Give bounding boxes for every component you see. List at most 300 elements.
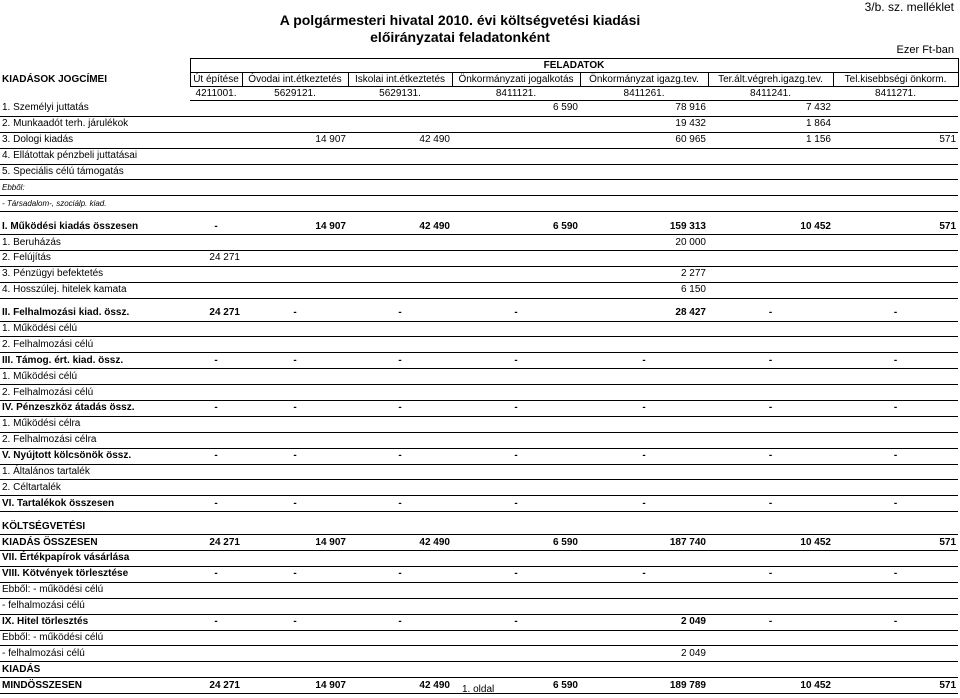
row-value	[452, 282, 580, 298]
row-value	[348, 512, 452, 520]
row-value	[708, 321, 833, 337]
row-value	[348, 180, 452, 196]
row-value	[452, 337, 580, 353]
row-value	[452, 212, 580, 220]
row-label: Ebből: - működési célú	[0, 630, 190, 646]
row-value: -	[190, 614, 242, 630]
row-value	[190, 337, 242, 353]
row-value: 1 864	[708, 116, 833, 132]
row-value: -	[580, 448, 708, 464]
column-name: Önkormányzati jogalkotás	[452, 73, 580, 87]
column-name: Tel.kisebbségi önkorm.	[833, 73, 958, 87]
row-value	[190, 630, 242, 646]
row-value	[348, 630, 452, 646]
row-value: 187 740	[580, 535, 708, 551]
row-value	[708, 432, 833, 448]
row-value: -	[348, 306, 452, 321]
row-value	[580, 148, 708, 164]
row-value	[833, 512, 958, 520]
row-value: 6 150	[580, 282, 708, 298]
row-value	[348, 582, 452, 598]
column-code: 5629121.	[242, 87, 348, 101]
row-value	[190, 432, 242, 448]
table-row	[0, 282, 958, 298]
row-label: 1. Beruházás	[0, 235, 190, 251]
row-value	[833, 116, 958, 132]
row-value	[190, 298, 242, 306]
row-value	[708, 646, 833, 662]
row-value	[833, 148, 958, 164]
row-value	[708, 235, 833, 251]
row-label: 1. Személyi juttatás	[0, 101, 190, 117]
row-value	[452, 519, 580, 534]
row-value	[833, 598, 958, 614]
table-row	[0, 132, 958, 148]
row-value	[708, 598, 833, 614]
row-value	[242, 235, 348, 251]
row-value	[242, 519, 348, 534]
column-code: 5629131.	[348, 87, 452, 101]
row-value	[708, 212, 833, 220]
row-value: 6 590	[452, 535, 580, 551]
row-value: 571	[833, 678, 958, 694]
row-value	[708, 196, 833, 212]
row-value	[190, 116, 242, 132]
row-value: -	[190, 219, 242, 234]
row-value	[833, 282, 958, 298]
table-row	[0, 196, 958, 212]
row-value	[348, 519, 452, 534]
column-code: 8411271.	[833, 87, 958, 101]
row-value: -	[580, 353, 708, 369]
row-value: -	[452, 614, 580, 630]
row-value	[452, 116, 580, 132]
row-value	[190, 212, 242, 220]
page-number: 1. oldal	[462, 684, 495, 695]
row-value: -	[242, 353, 348, 369]
page-title-line2: előirányzatai feladatonként	[370, 29, 550, 45]
row-value: -	[348, 614, 452, 630]
row-value	[833, 212, 958, 220]
row-value	[833, 196, 958, 212]
table-row	[0, 535, 958, 551]
row-value	[708, 662, 833, 678]
table-row	[0, 416, 958, 432]
row-value	[242, 464, 348, 480]
row-value	[190, 321, 242, 337]
row-value	[452, 385, 580, 401]
unit-label: Ezer Ft-ban	[896, 44, 954, 56]
row-value	[348, 369, 452, 385]
row-value: 14 907	[242, 219, 348, 234]
main-label: KIADÁSOK JOGCÍMEI	[2, 74, 108, 85]
row-value	[190, 235, 242, 251]
row-value	[452, 196, 580, 212]
row-value	[708, 480, 833, 496]
row-value	[452, 512, 580, 520]
row-value: 14 907	[242, 678, 348, 694]
row-value	[190, 282, 242, 298]
row-value	[708, 337, 833, 353]
row-value	[348, 662, 452, 678]
row-value	[833, 464, 958, 480]
row-value	[708, 266, 833, 282]
table-row	[0, 219, 958, 234]
row-value	[580, 432, 708, 448]
row-value	[708, 416, 833, 432]
row-value	[580, 464, 708, 480]
row-value	[580, 416, 708, 432]
row-value: 24 271	[190, 678, 242, 694]
row-value	[242, 630, 348, 646]
row-value	[580, 662, 708, 678]
row-label: 4. Hosszúlej. hitelek kamata	[0, 282, 190, 298]
row-value	[242, 298, 348, 306]
row-value: 10 452	[708, 219, 833, 234]
row-value	[580, 598, 708, 614]
row-value	[242, 212, 348, 220]
row-value	[348, 282, 452, 298]
table-row	[0, 101, 958, 117]
row-value	[190, 101, 242, 117]
table-row	[0, 164, 958, 180]
row-value	[580, 582, 708, 598]
row-label: - Társadalom-, szociálp. kiad.	[0, 196, 190, 212]
row-value	[348, 266, 452, 282]
row-value: -	[452, 353, 580, 369]
row-value: -	[242, 614, 348, 630]
row-value	[242, 582, 348, 598]
row-label: 1. Működési célú	[0, 369, 190, 385]
table-row	[0, 662, 958, 678]
row-value	[833, 432, 958, 448]
row-value	[242, 164, 348, 180]
row-value: 2 049	[580, 646, 708, 662]
row-value	[452, 416, 580, 432]
row-value: -	[708, 306, 833, 321]
row-value	[452, 646, 580, 662]
row-label	[0, 512, 190, 520]
row-value: -	[708, 566, 833, 582]
row-label: VIII. Kötvények törlesztése	[0, 566, 190, 582]
row-value	[348, 116, 452, 132]
row-value: 7 432	[708, 101, 833, 117]
row-value	[348, 432, 452, 448]
table-row	[0, 464, 958, 480]
row-value: -	[348, 496, 452, 512]
row-value	[708, 251, 833, 267]
row-value	[242, 282, 348, 298]
column-code: 8411261.	[580, 87, 708, 101]
row-value: -	[242, 566, 348, 582]
row-value	[348, 598, 452, 614]
table-row	[0, 180, 958, 196]
row-value	[242, 321, 348, 337]
row-label: 3. Dologi kiadás	[0, 132, 190, 148]
row-value: 19 432	[580, 116, 708, 132]
row-value: 78 916	[580, 101, 708, 117]
row-label: Ebből: - működési célú	[0, 582, 190, 598]
row-label: 1. Működési célra	[0, 416, 190, 432]
row-value	[452, 148, 580, 164]
row-value	[452, 551, 580, 567]
row-label: 2. Céltartalék	[0, 480, 190, 496]
row-value	[452, 598, 580, 614]
row-value	[580, 480, 708, 496]
row-label: 2. Munkaadót terh. járulékok	[0, 116, 190, 132]
row-label: III. Támog. ért. kiad. össz.	[0, 353, 190, 369]
row-value: 28 427	[580, 306, 708, 321]
row-value	[190, 369, 242, 385]
row-value: -	[708, 496, 833, 512]
row-label: IX. Hitel törlesztés	[0, 614, 190, 630]
row-label: V. Nyújtott kölcsönök össz.	[0, 448, 190, 464]
table-row	[0, 235, 958, 251]
row-value	[708, 180, 833, 196]
row-value: -	[190, 566, 242, 582]
row-value: -	[348, 353, 452, 369]
feladatok-label: FELADATOK	[190, 59, 958, 73]
row-value	[708, 464, 833, 480]
row-value	[348, 385, 452, 401]
row-label: KIADÁS ÖSSZESEN	[0, 535, 190, 551]
row-value	[242, 116, 348, 132]
row-value: 571	[833, 132, 958, 148]
row-value	[348, 235, 452, 251]
row-value: -	[242, 401, 348, 417]
column-code: 8411241.	[708, 87, 833, 101]
row-value	[833, 369, 958, 385]
table-row	[0, 630, 958, 646]
row-value: 20 000	[580, 235, 708, 251]
row-value	[348, 480, 452, 496]
row-value	[190, 480, 242, 496]
row-value: 2 277	[580, 266, 708, 282]
table-row	[0, 480, 958, 496]
row-value: 60 965	[580, 132, 708, 148]
row-value	[190, 464, 242, 480]
row-value	[190, 598, 242, 614]
row-value	[833, 321, 958, 337]
row-value: 24 271	[190, 306, 242, 321]
column-code: 8411121.	[452, 87, 580, 101]
row-value	[580, 251, 708, 267]
row-value	[190, 519, 242, 534]
row-value	[242, 369, 348, 385]
row-value: -	[708, 448, 833, 464]
row-value: 6 590	[452, 101, 580, 117]
row-value	[348, 646, 452, 662]
row-value: -	[708, 353, 833, 369]
row-value	[242, 196, 348, 212]
row-value: 1 156	[708, 132, 833, 148]
row-value	[242, 480, 348, 496]
row-value	[833, 416, 958, 432]
row-value	[452, 630, 580, 646]
row-value	[708, 369, 833, 385]
row-value	[190, 164, 242, 180]
row-value	[580, 298, 708, 306]
row-value: 571	[833, 535, 958, 551]
row-value: 571	[833, 219, 958, 234]
row-value	[833, 662, 958, 678]
row-label: 3. Pénzügyi befektetés	[0, 266, 190, 282]
row-value	[242, 101, 348, 117]
row-label: 2. Felújítás	[0, 251, 190, 267]
table-row	[0, 448, 958, 464]
row-value	[580, 551, 708, 567]
row-value	[242, 266, 348, 282]
row-value: -	[708, 401, 833, 417]
row-value	[580, 369, 708, 385]
row-value	[452, 432, 580, 448]
table-row	[0, 148, 958, 164]
row-value	[452, 164, 580, 180]
row-value: -	[833, 566, 958, 582]
row-value	[708, 148, 833, 164]
row-value	[190, 551, 242, 567]
row-value	[190, 266, 242, 282]
row-value	[242, 416, 348, 432]
row-label: I. Működési kiadás összesen	[0, 219, 190, 234]
row-value	[580, 196, 708, 212]
row-value: 10 452	[708, 678, 833, 694]
row-value	[708, 164, 833, 180]
row-label: 1. Általános tartalék	[0, 464, 190, 480]
row-value: 159 313	[580, 219, 708, 234]
table-row	[0, 496, 958, 512]
row-value: -	[833, 353, 958, 369]
row-value: -	[833, 306, 958, 321]
table-row	[0, 598, 958, 614]
row-value	[348, 298, 452, 306]
row-value	[833, 385, 958, 401]
table-row	[0, 432, 958, 448]
table-row	[0, 337, 958, 353]
row-value: -	[452, 496, 580, 512]
row-value: -	[580, 566, 708, 582]
column-name: Önkormányzat igazg.tev.	[580, 73, 708, 87]
row-value: -	[580, 496, 708, 512]
row-label	[0, 212, 190, 220]
row-value	[833, 180, 958, 196]
table-row	[0, 519, 958, 534]
row-value	[242, 148, 348, 164]
table-row	[0, 401, 958, 417]
row-value	[708, 298, 833, 306]
row-value	[452, 369, 580, 385]
row-value: 6 590	[452, 219, 580, 234]
row-value: -	[580, 401, 708, 417]
row-value	[348, 416, 452, 432]
row-value	[242, 180, 348, 196]
row-value	[833, 582, 958, 598]
row-label: MINDÖSSZESEN	[0, 678, 190, 694]
table-row	[0, 298, 958, 306]
row-value	[348, 337, 452, 353]
row-value: -	[348, 566, 452, 582]
row-value: 24 271	[190, 251, 242, 267]
row-value	[452, 266, 580, 282]
row-value	[190, 196, 242, 212]
table-row	[0, 353, 958, 369]
row-value: -	[833, 448, 958, 464]
row-value: 42 490	[348, 678, 452, 694]
row-value	[708, 512, 833, 520]
row-value	[580, 385, 708, 401]
row-value	[242, 662, 348, 678]
table-row	[0, 551, 958, 567]
row-value	[452, 662, 580, 678]
row-value: 42 490	[348, 535, 452, 551]
row-label: VII. Értékpapírok vásárlása	[0, 551, 190, 567]
row-value	[348, 196, 452, 212]
row-value	[833, 164, 958, 180]
row-label: IV. Pénzeszköz átadás össz.	[0, 401, 190, 417]
row-label: - felhalmozási célú	[0, 598, 190, 614]
column-name: Óvodai int.étkeztetés	[242, 73, 348, 87]
column-code: 4211001.	[190, 87, 242, 101]
row-value: -	[190, 353, 242, 369]
row-value	[348, 464, 452, 480]
row-value	[348, 101, 452, 117]
row-value: -	[833, 614, 958, 630]
table-row	[0, 306, 958, 321]
row-label: 2. Felhalmozási célú	[0, 385, 190, 401]
row-label: 2. Felhalmozási célú	[0, 337, 190, 353]
row-value	[708, 385, 833, 401]
row-value	[190, 662, 242, 678]
row-value: -	[708, 614, 833, 630]
column-name: Iskolai int.étkeztetés	[348, 73, 452, 87]
row-value	[833, 251, 958, 267]
row-value	[580, 321, 708, 337]
row-value: -	[190, 496, 242, 512]
row-value	[190, 646, 242, 662]
row-value: -	[348, 401, 452, 417]
table-row	[0, 212, 958, 220]
table-row	[0, 251, 958, 267]
row-value	[190, 582, 242, 598]
row-value	[580, 630, 708, 646]
row-value	[190, 148, 242, 164]
row-value	[348, 321, 452, 337]
row-value	[190, 132, 242, 148]
row-value: -	[190, 448, 242, 464]
page-title-line1: A polgármesteri hivatal 2010. évi költségvetési kiadási	[279, 12, 641, 28]
row-value	[452, 582, 580, 598]
row-value	[348, 148, 452, 164]
row-value	[452, 235, 580, 251]
row-label	[0, 298, 190, 306]
row-value	[580, 180, 708, 196]
row-value	[452, 251, 580, 267]
row-value: -	[833, 401, 958, 417]
row-value	[580, 212, 708, 220]
row-value: -	[242, 448, 348, 464]
row-value: -	[452, 448, 580, 464]
row-value	[242, 385, 348, 401]
row-value	[242, 646, 348, 662]
row-value	[833, 630, 958, 646]
table-row	[0, 582, 958, 598]
row-value: -	[452, 566, 580, 582]
row-value: -	[242, 496, 348, 512]
row-value	[452, 480, 580, 496]
row-value	[580, 512, 708, 520]
row-value	[708, 519, 833, 534]
row-value	[708, 551, 833, 567]
